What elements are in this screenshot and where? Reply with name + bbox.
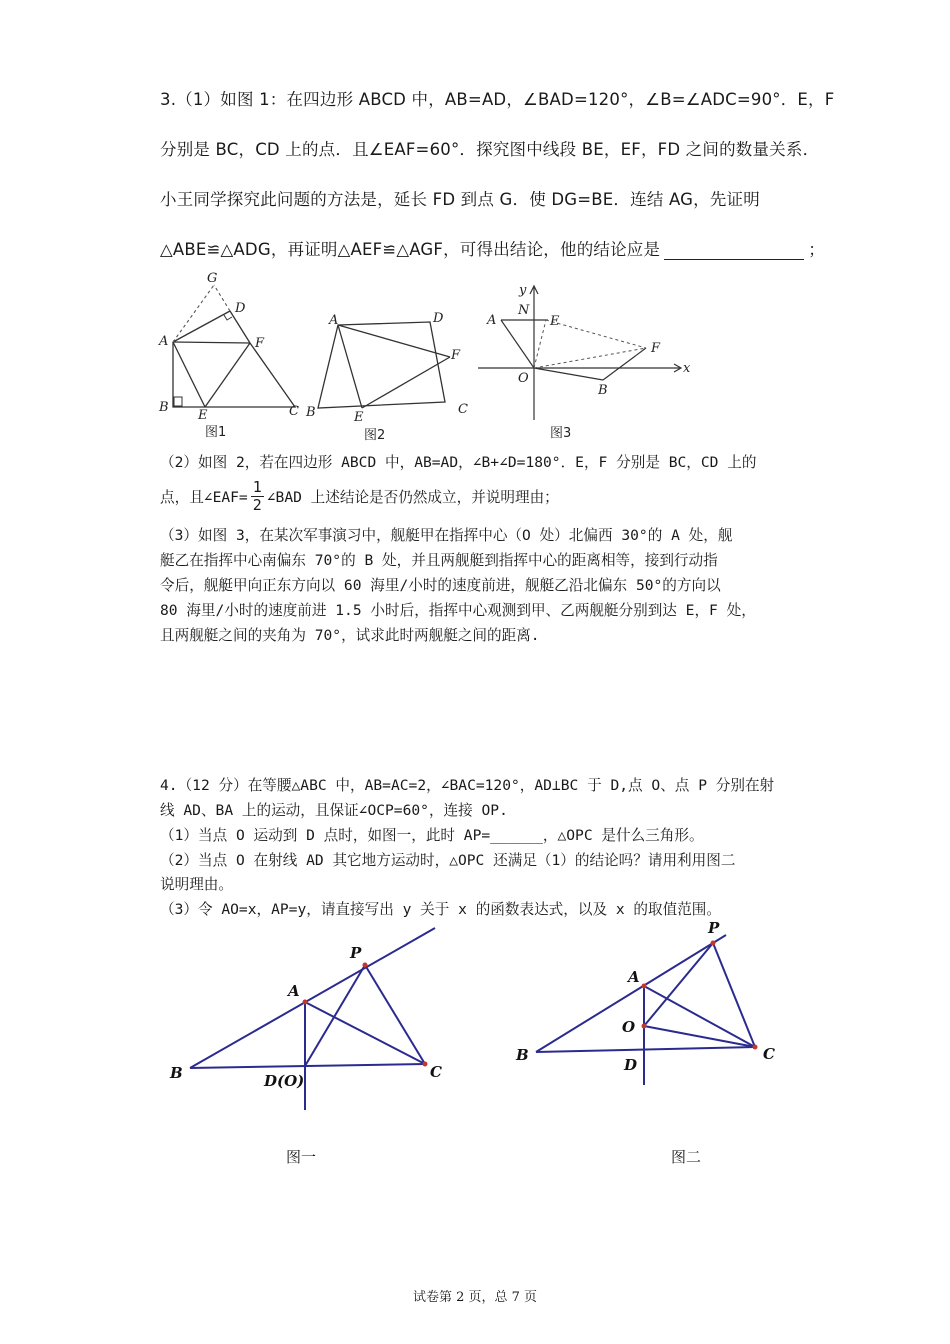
fig1-label-g: G [207,271,218,286]
q3-figure-1 [155,270,305,445]
q4-figure-1 [160,920,460,1120]
q4-figure-2 [510,915,790,1090]
q3-line-4-end: ； [808,240,825,259]
fig1-label-c: C [289,404,299,419]
q3-line-6 [160,474,559,518]
fraction-numerator: 1 [252,477,262,496]
fig3-label-a: A [487,313,497,328]
q4-line-1: 4.（12 分）在等腰△ABC 中，AB=AC=2，∠BAC=120°，AD⊥BC 于 D,点 O、点 P 分别在射 [160,777,775,794]
fig-two-label-d: D [624,1056,638,1074]
q3-line-3: 小王同学探究此问题的方法是，延长 FD 到点 G．使 DG=BE．连结 AG，先证明 [160,190,760,209]
fig3-label-b: B [598,383,608,398]
q3-line-11: 且两舰艇之间的夹角为 70°，试求此时两舰艇之间的距离. [160,627,540,644]
fig1-label-f: F [255,336,265,351]
q3-line-7: （3）如图 3，在某次军事演习中，舰艇甲在指挥中心（O 处）北偏西 30°的 A 处，舰 [160,527,733,544]
q3-line-4-text: △ABE≌△ADG，再证明△AEF≌△AGF，可得出结论，他的结论应是 [160,240,661,259]
fig2-label-b: B [306,405,316,420]
q4-figure-1-caption: 图一 [286,1148,317,1166]
fig2-label-d: D [433,311,444,326]
fig-one-label-c: C [430,1063,442,1081]
fig2-label-c: C [458,402,468,417]
fig2-label-f: F [451,348,461,363]
fig-one-label-d-o: D(O) [264,1072,305,1090]
q3-line-1: 3.（1）如图 1：在四边形 ABCD 中，AB=AD，∠BAD=120°，∠B=∠ADC=90°．E，F [160,90,835,109]
q3-line-10: 80 海里/小时的速度前进 1.5 小时后，指挥中心观测到甲、乙两舰艇分别到达 E，F 处， [160,602,756,619]
fig-two-label-c: C [763,1045,775,1063]
q4-line-2: 线 AD、BA 上的运动，且保证∠OCP=60°，连接 OP. [160,802,508,819]
q3-figure-2 [300,300,475,445]
q3-line-2: 分别是 BC，CD 上的点．且∠EAF=60°．探究图中线段 BE，EF，FD 之间的数量关系． [160,140,820,159]
fig1-label-b: B [159,400,169,415]
fig2-caption: 图2 [364,428,386,443]
fig-two-label-b: B [516,1046,529,1064]
q4-line-4: （2）当点 O 在射线 AD 其它地方运动时，△OPC 还满足（1）的结论吗？请用利用图二 [160,852,736,869]
fig3-label-f: F [651,341,661,356]
fig-one-label-p: P [350,944,362,962]
fig3-caption: 图3 [550,426,572,441]
fig2-label-a: A [329,313,339,328]
q3-line-6-start: 点，且∠EAF= [160,488,248,506]
fig3-label-x: x [683,361,691,376]
fraction-denominator: 2 [252,495,262,514]
fig-two-label-o: O [622,1018,636,1036]
fig-two-label-a: A [628,968,640,986]
q3-line-4 [160,236,825,260]
q4-line-6: （3）令 AO=x，AP=y，请直接写出 y 关于 x 的函数表达式，以及 x 的取值范围。 [160,901,721,918]
q3-line-6-end: ∠BAD 上述结论是否仍然成立，并说明理由； [266,488,559,506]
fig3-label-y: y [519,283,527,298]
fig-one-label-b: B [170,1064,183,1082]
fraction-one-half [251,479,264,514]
fig1-label-e: E [198,408,208,423]
q3-line-9: 令后，舰艇甲向正东方向以 60 海里/小时的速度前进，舰艇乙沿北偏东 50°的方向以 [160,577,721,594]
fig2-label-e: E [354,410,364,425]
q4-figure-2-caption: 图二 [671,1148,702,1166]
page-footer: 试卷第 2 页，总 7 页 [412,1290,538,1305]
fig3-label-n: N [518,303,530,318]
q3-figure-3 [478,282,698,447]
q4-line-3: （1）当点 O 运动到 D 点时，如图一，此时 AP=______，△OPC 是什么三角形。 [160,827,704,844]
fig3-label-e: E [550,314,560,329]
q4-line-5: 说明理由。 [160,876,233,893]
q3-line-5: （2）如图 2，若在四边形 ABCD 中，AB=AD，∠B+∠D=180°．E，F 分别是 BC，CD 上的 [160,454,757,471]
fig1-caption: 图1 [205,425,227,440]
answer-blank [664,243,804,260]
fig3-label-o: O [518,371,529,386]
q3-line-8: 艇乙在指挥中心南偏东 70°的 B 处，并且两舰艇到指挥中心的距离相等，接到行动指 [160,552,718,569]
fig1-label-a: A [159,334,169,349]
fig1-label-d: D [235,301,246,316]
fig-two-label-p: P [708,919,720,937]
fig-one-label-a: A [288,982,300,1000]
